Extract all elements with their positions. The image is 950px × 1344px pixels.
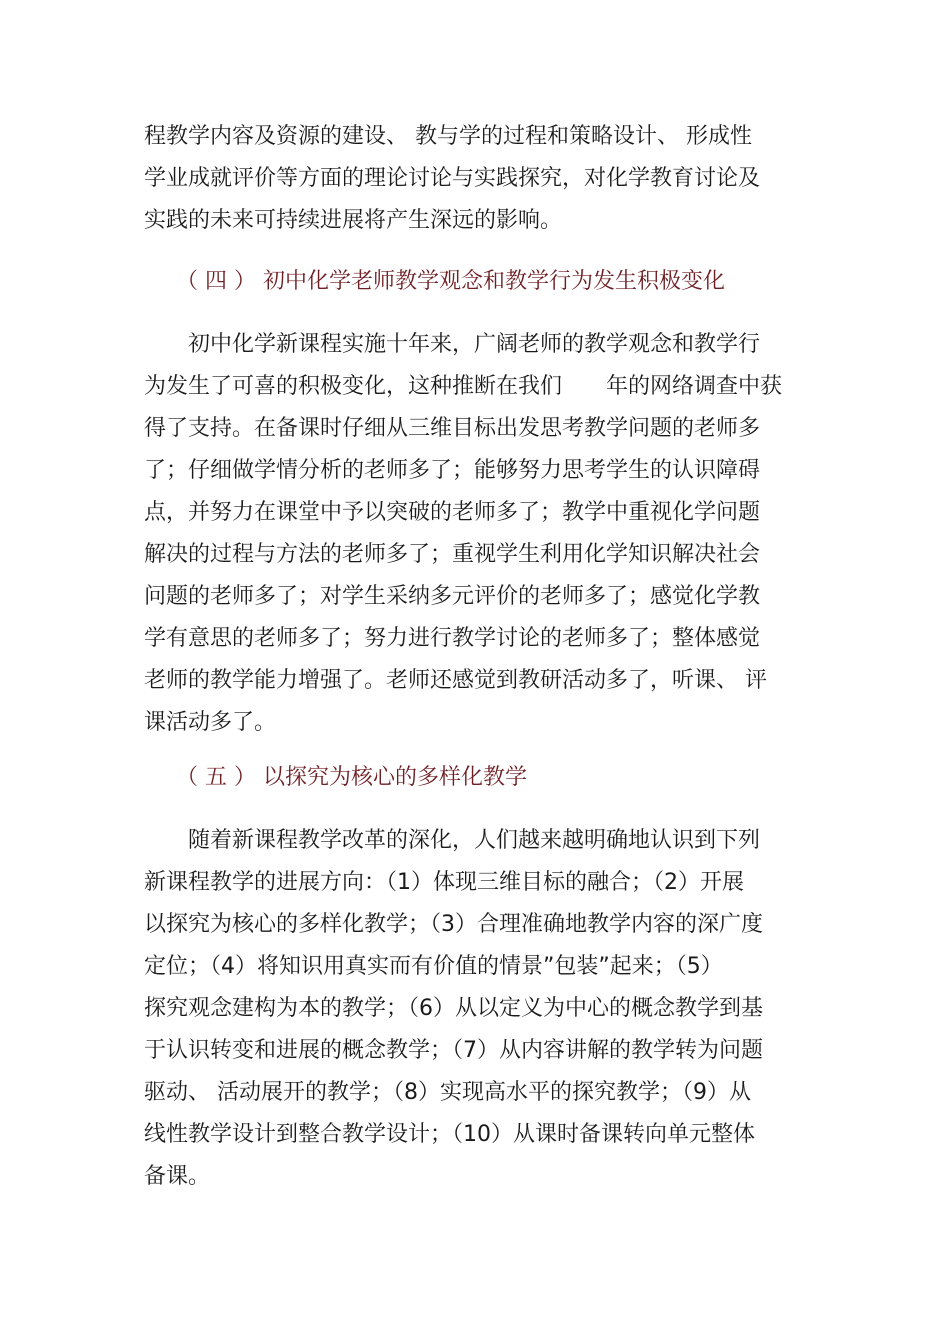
paragraph-line: 定位；（4）将知识用真实而有价值的情景”包装”起来；（5） xyxy=(144,954,723,979)
paragraph-line: 学业成就评价等方面的理论讨论与实践探究，对化学教育讨论及 xyxy=(144,166,761,191)
paragraph-line: 问题的老师多了；对学生采纳多元评价的老师多了；感觉化学教 xyxy=(144,584,761,609)
paragraph-continuation xyxy=(144,116,814,242)
section-heading-5: （ 五 ） 以探究为核心的多样化教学 xyxy=(176,765,527,790)
paragraph-line: 线性教学设计到整合教学设计；（10）从课时备课转向单元整体 xyxy=(144,1122,755,1147)
paragraph-line: 于认识转变和进展的概念教学；（7）从内容讲解的教学转为问题 xyxy=(144,1038,763,1063)
paragraph-line: 备课。 xyxy=(144,1164,211,1189)
paragraph-line: 实践的未来可持续进展将产生深远的影响。 xyxy=(144,208,563,233)
paragraph-line: 解决的过程与方法的老师多了；重视学生利用化学知识解决社会 xyxy=(144,542,761,567)
paragraph-line: 课活动多了。 xyxy=(144,710,277,735)
paragraph-line: 学有意思的老师多了；努力进行教学讨论的老师多了；整体感觉 xyxy=(144,626,761,651)
paragraph-line: 老师的教学能力增强了。老师还感觉到教研活动多了，听课、 评 xyxy=(144,668,767,693)
paragraph-line: 程教学内容及资源的建设、 教与学的过程和策略设计、 形成性 xyxy=(144,124,752,149)
paragraph-line: 得了支持。在备课时仔细从三维目标出发思考教学问题的老师多 xyxy=(144,416,761,441)
paragraph-line: 以探究为核心的多样化教学；（3）合理准确地教学内容的深广度 xyxy=(144,912,763,937)
paragraph-line: 随着新课程教学改革的深化，人们越来越明确地认识到下列 xyxy=(144,828,761,853)
paragraph-teacher-changes xyxy=(144,324,814,744)
paragraph-line: 探究观念建构为本的教学；（6）从以定义为中心的概念教学到基 xyxy=(144,996,763,1021)
section-heading-4: （ 四 ） 初中化学老师教学观念和教学行为发生积极变化 xyxy=(176,269,725,294)
paragraph-line: 了；仔细做学情分析的老师多了；能够努力思考学生的认识障碍 xyxy=(144,458,761,483)
paragraph-line: 点，并努力在课堂中予以突破的老师多了；教学中重视化学问题 xyxy=(144,500,761,525)
paragraph-teaching-directions xyxy=(144,820,814,1198)
paragraph-line: 为发生了可喜的积极变化，这种推断在我们 年的网络调查中获 xyxy=(144,374,783,399)
paragraph-line: 新课程教学的进展方向：（1）体现三维目标的融合；（2）开展 xyxy=(144,870,744,895)
paragraph-line: 初中化学新课程实施十年来，广阔老师的教学观念和教学行 xyxy=(144,332,761,357)
paragraph-line: 驱动、 活动展开的教学；（8）实现高水平的探究教学；（9）从 xyxy=(144,1080,751,1105)
